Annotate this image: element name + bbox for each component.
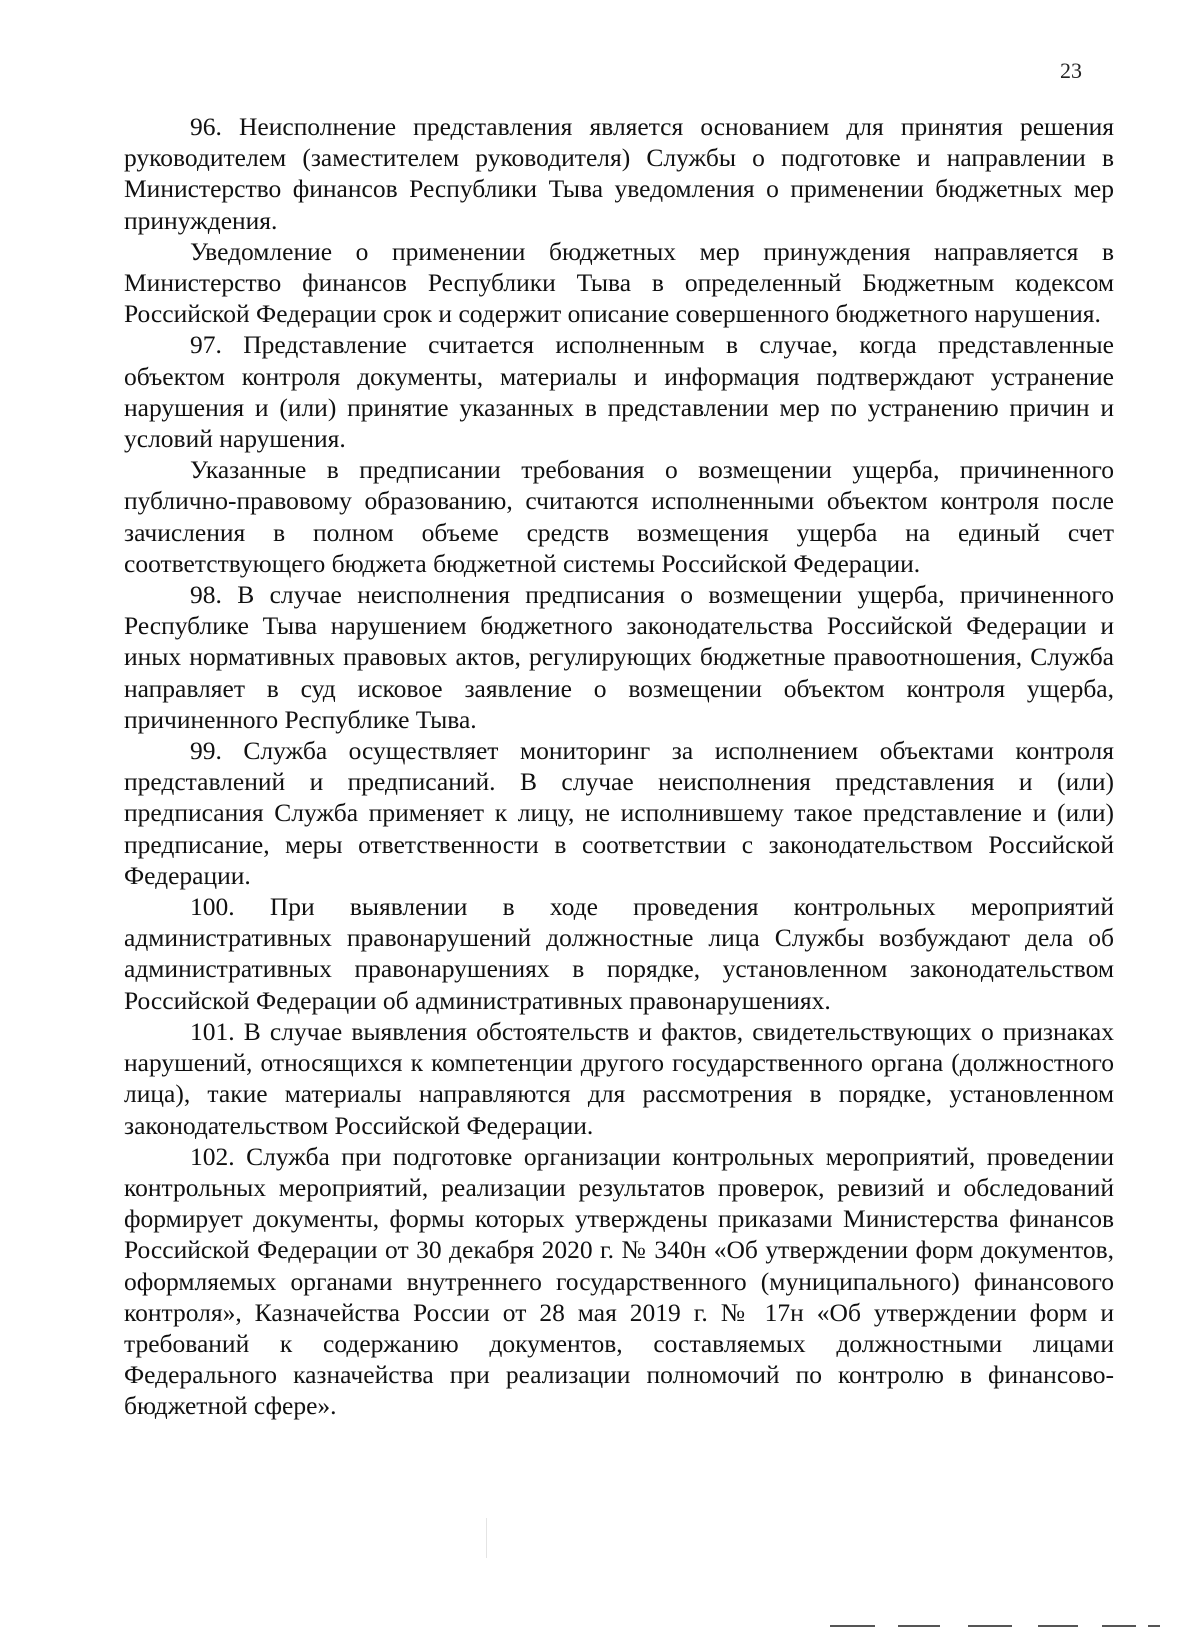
paragraph-97-damages: Указанные в предписании требования о возмещении ущерба, причиненного публично-правовому образованию, считаются исполненными объектом контроля после зачисления в полном объеме средств возмещения ущерба на единый счет соответствующего бюджета бюджетной системы Российской Федерации. [124,455,1114,578]
paragraph-96: 96. Неисполнение представления является основанием для принятия решения руководителем (заместителем руководителя) Службы о подготовке и направлении в Министерство финансов Республики Тыва уведомления о применении бюджетных мер принуждения. [124,112,1114,235]
scan-artifact-line [486,1518,487,1558]
scan-edge-marks [830,1625,1160,1631]
paragraph-101: 101. В случае выявления обстоятельств и фактов, свидетельствующих о признаках нарушений, относящихся к компетенции другого государственного органа (должностного лица), такие материалы направляются для рассмотрения в порядке, установленном законодательством Российской Федерации. [124,1016,1114,1140]
document-body [124,111,1114,1422]
paragraph-96-notice: Уведомление о применении бюджетных мер принуждения направляется в Министерство финансов Республики Тыва в определенный Бюджетным кодексом Российской Федерации срок и содержит описание совершенного бюджетного нарушения. [124,236,1114,329]
paragraph-98: 98. В случае неисполнения предписания о возмещении ущерба, причиненного Республике Тыва нарушением бюджетного законодательства Российской Федерации и иных нормативных правовых актов, регулирующих бюджетные правоотношения, Служба направляет в суд исковое заявление о возмещении объектом контроля ущерба, причиненного Республике Тыва. [124,580,1114,734]
page-number: 23 [1060,58,1082,83]
paragraph-99: 99. Служба осуществляет мониторинг за исполнением объектами контроля представлений и предписаний. В случае неисполнения представления и (или) предписания Служба применяет к лицу, не исполнившему такое представление и (или) предписание, меры ответственности в соответствии с законодательством Российской Федерации. [124,736,1114,890]
paragraph-97: 97. Представление считается исполненным в случае, когда представленные объектом контроля документы, материалы и информация подтверждают устранение нарушения и (или) принятие указанных в представлении мер по устранению причин и условий нарушения. [124,330,1114,454]
paragraph-102: 102. Служба при подготовке организации контрольных мероприятий, проведении контрольных мероприятий, реализации результатов проверок, ревизий и обследований формирует документы, формы которых утверждены приказами Министерства финансов Российской Федерации от 30 декабря 2020 г. № 340н «Об утверждении форм документов, оформляемых органами внутреннего государственного (муниципального) финансового контроля», Казначейства России от 28 мая 2019 г. № 17н «Об утверждении форм и требований к содержанию документов, составляемых должностными лицами Федерального казначейства при реализации полномочий по контролю в финансово-бюджетной сфере». [124,1141,1114,1421]
paragraph-100: 100. При выявлении в ходе проведения контрольных мероприятий административных правонарушений должностные лица Службы возбуждают дела об административных правонарушениях в порядке, установленном законодательством Российской Федерации об административных правонарушениях. [124,892,1114,1015]
